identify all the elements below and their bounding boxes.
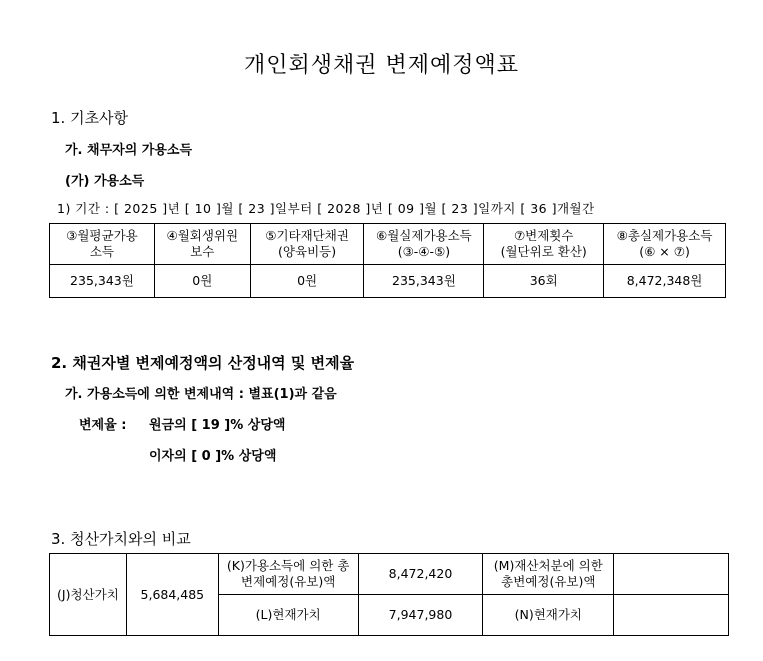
table-cell: 0원 (250, 265, 364, 298)
liquidation-table (49, 553, 729, 636)
income-table-row (50, 265, 726, 298)
principal-rate: 원금의 [ 19 ]% 상당액 (149, 418, 286, 433)
m-value (614, 554, 729, 595)
section2-sub-a: 가. 가용소득에 의한 변제내역 : 별표(1)과 같음 (65, 387, 337, 402)
n-value (614, 595, 729, 636)
section1-sub-ga: (가) 가용소득 (65, 174, 145, 189)
header-cell: ③월평균가용 소득 (50, 224, 155, 265)
period-line (57, 199, 595, 217)
j-label: (J)청산가치 (50, 554, 127, 636)
table-cell: 235,343원 (364, 265, 484, 298)
n-label: (N)현재가치 (483, 595, 614, 636)
table-cell: 8,472,348원 (604, 265, 726, 298)
document-title: 개인회생채권 변제예정액표 (243, 53, 520, 78)
section1-sub-a: 가. 채무자의 가용소득 (65, 143, 193, 158)
table-cell: 36회 (484, 265, 604, 298)
label-year-2: ]년 [ (365, 201, 394, 216)
label-month: ]월 [ (215, 201, 244, 216)
rate-label: 변제율 : (79, 418, 127, 433)
label-from: ]일부터 [ (269, 201, 323, 216)
label-to: ]일까지 [ (472, 201, 526, 216)
table-cell: 235,343원 (50, 265, 155, 298)
interest-rate: 이자의 [ 0 ]% 상당액 (149, 449, 277, 464)
m-label: (M)재산처분에 의한 총변예정(유보)액 (483, 554, 614, 595)
end-day: 23 (451, 201, 469, 216)
section3-heading: 3. 청산가치와의 비교 (51, 530, 191, 548)
header-cell: ⑥월실제가용소득 (③-④-⑤) (364, 224, 484, 265)
section1-heading: 1. 기초사항 (51, 109, 129, 127)
header-cell: ⑧총실제가용소득 (⑥ × ⑦) (604, 224, 726, 265)
period-prefix: 1) 기간 : [ (57, 201, 120, 216)
income-table-header (50, 224, 726, 265)
label-year: ]년 [ (162, 201, 191, 216)
header-cell: ⑤기타재단채권 (양육비등) (250, 224, 364, 265)
start-day: 23 (248, 201, 266, 216)
end-month: 09 (397, 201, 415, 216)
label-months: ]개월간 (551, 201, 595, 216)
months-count: 36 (530, 201, 548, 216)
k-value: 8,472,420 (358, 554, 483, 595)
k-label: (K)가용소득에 의한 총 변제예정(유보)액 (218, 554, 358, 595)
header-cell: ⑦변제횟수 (월단위로 환산) (484, 224, 604, 265)
income-table (49, 223, 726, 298)
start-month: 10 (194, 201, 212, 216)
start-year: 2025 (123, 201, 158, 216)
table-cell: 0원 (154, 265, 250, 298)
l-label: (L)현재가치 (218, 595, 358, 636)
j-value: 5,684,485 (126, 554, 218, 636)
liquidation-row-1 (50, 554, 729, 595)
end-year: 2028 (327, 201, 361, 216)
l-value: 7,947,980 (358, 595, 483, 636)
label-month-2: ]월 [ (419, 201, 447, 216)
section2-heading: 2. 채권자별 변제예정액의 산정내역 및 변제율 (51, 354, 355, 372)
header-cell: ④월회생위원 보수 (154, 224, 250, 265)
